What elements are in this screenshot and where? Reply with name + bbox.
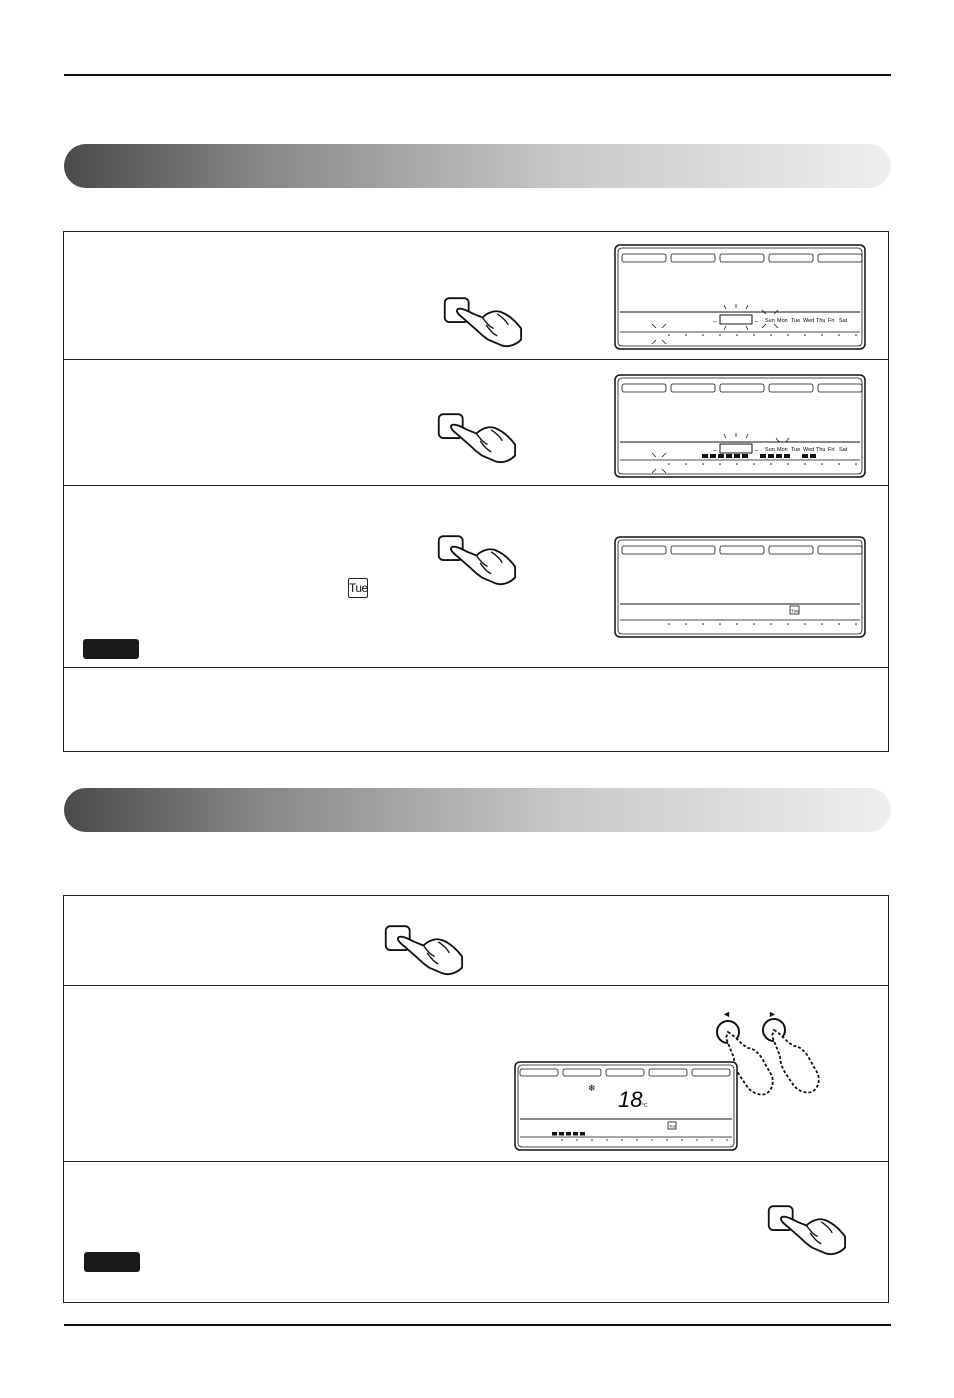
top-rule [64,74,891,76]
lcd-day: Wed [803,318,815,324]
left-arrow-label: ◄ [722,1009,731,1019]
lcd-display-3 [614,536,866,638]
row-divider [64,485,888,486]
row-divider [64,1161,888,1162]
hand-pressing-button-icon [436,410,528,468]
hand-pressing-button-icon [436,532,528,590]
lcd-day-icon: Tue [669,1123,676,1129]
lcd-day: Fri [828,447,835,453]
lcd-display-1 [614,244,866,350]
day-icon-tue: Tue [348,578,368,598]
hand-pressing-button-icon [442,294,534,352]
hand-pressing-button-icon [766,1202,858,1260]
lcd-day: Sat [839,447,848,453]
lcd-day: Tue [791,447,801,453]
lcd-day: Tue [791,318,801,324]
lcd-day-icon: Tue [791,608,799,614]
svg-text:–: – [713,319,717,325]
section-banner-2 [64,788,891,832]
right-arrow-label: ► [768,1009,777,1019]
lcd-day: Fri [828,318,835,324]
snowflake-icon: ❄ [588,1083,596,1093]
lcd-display-4 [514,1061,738,1151]
row-divider [64,667,888,668]
lcd-day: Sun [765,447,775,453]
svg-text:–: – [755,448,759,454]
svg-text:–: – [713,448,717,454]
lcd-unit: °C [642,1103,648,1109]
hand-pressing-button-icon [383,922,475,980]
lcd-day: Wed [803,447,815,453]
lcd-day: Thu [816,318,826,324]
lcd-display-2 [614,374,866,478]
svg-text:–: – [755,319,759,325]
lcd-temperature: 18 [618,1087,643,1112]
note-badge [84,1252,140,1272]
lcd-day: Sat [839,318,848,324]
hand-dotted-pressing-icon [760,1016,830,1096]
lcd-day: Mon [777,318,788,324]
lcd-day: Mon [777,447,788,453]
row-divider [64,359,888,360]
lcd-day: Sun [765,318,775,324]
bottom-rule [64,1324,891,1326]
section-banner-1 [64,144,891,188]
lcd-day: Thu [816,447,826,453]
note-badge [83,639,139,659]
row-divider [64,985,888,986]
